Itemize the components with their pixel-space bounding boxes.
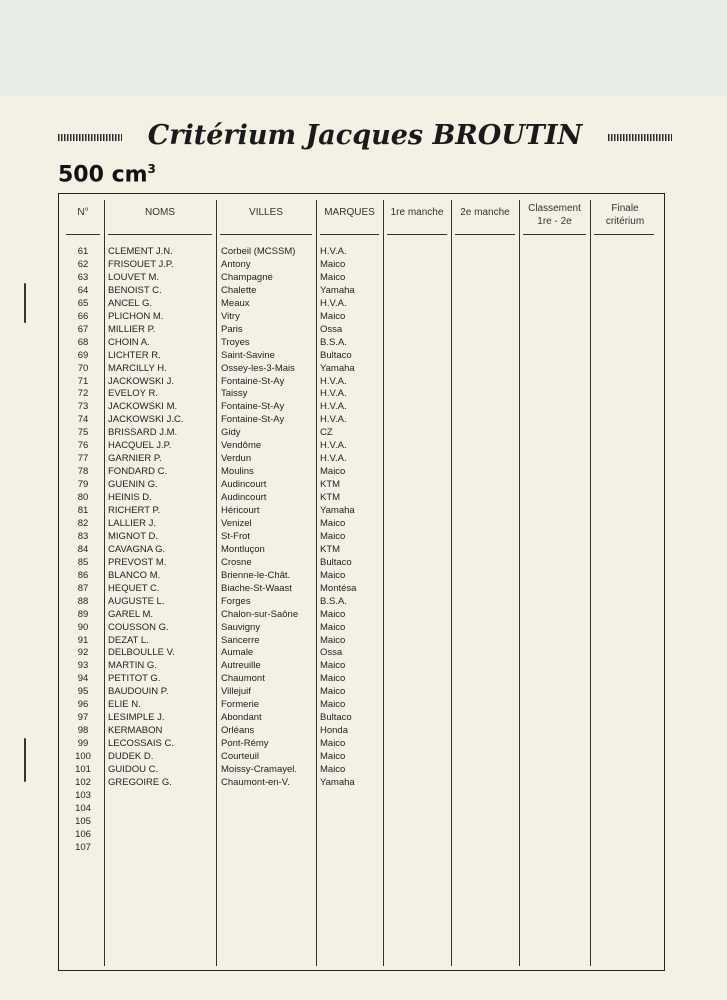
header-finale: [590, 202, 660, 228]
header-villes: VILLES: [249, 207, 283, 218]
row-make: Maico: [320, 621, 346, 633]
row-city: Venizel: [221, 517, 252, 529]
table-row: [0, 829, 727, 842]
row-name: GAREL M.: [108, 608, 154, 620]
row-make: KTM: [320, 492, 341, 504]
row-number: 62: [77, 258, 89, 270]
row-make: Maico: [320, 466, 346, 478]
row-name: FONDARD C.: [108, 466, 168, 478]
header-finale-line1: Finale: [611, 203, 639, 214]
row-make: Maico: [320, 751, 346, 763]
row-make: CZ: [320, 427, 333, 439]
table-row: [0, 725, 727, 738]
row-number: 72: [77, 388, 89, 400]
table-row: [0, 272, 727, 285]
header-classement: [519, 202, 590, 228]
table-row: [0, 363, 727, 376]
row-city: Biache-St-Waast: [221, 582, 292, 594]
row-number: 65: [77, 297, 89, 309]
table-row: [0, 246, 727, 259]
row-number: 86: [77, 569, 89, 581]
row-number: 71: [77, 375, 89, 387]
table-row: [0, 738, 727, 751]
row-make: H.V.A.: [320, 246, 347, 257]
row-make: Maico: [320, 517, 346, 529]
row-make: H.V.A.: [320, 453, 347, 465]
row-city: Abondant: [221, 712, 262, 724]
row-number: 99: [77, 738, 89, 750]
row-number: 104: [75, 802, 91, 814]
table-row: [0, 699, 727, 712]
row-make: Yamaha: [320, 362, 355, 374]
row-number: 106: [75, 828, 91, 840]
row-number: 67: [77, 323, 89, 335]
row-make: H.V.A.: [320, 414, 347, 426]
table-row: [0, 647, 727, 660]
row-number: 92: [77, 647, 89, 659]
table-row: [0, 285, 727, 298]
row-number: 70: [77, 362, 89, 374]
row-make: Montésa: [320, 582, 357, 594]
row-number: 96: [77, 699, 89, 711]
row-name: BENOIST C.: [108, 284, 162, 296]
row-city: Antony: [221, 258, 251, 270]
row-number: 90: [77, 621, 89, 633]
row-make: KTM: [320, 543, 341, 555]
row-name: AUGUSTE L.: [108, 595, 165, 607]
row-city: Crosne: [221, 556, 252, 568]
row-make: Maico: [320, 258, 346, 270]
row-city: Meaux: [221, 297, 250, 309]
table-row: [0, 518, 727, 531]
row-city: Aumale: [221, 647, 254, 659]
row-name: HEQUET C.: [108, 582, 160, 594]
row-number: 79: [77, 479, 89, 491]
row-number: 75: [77, 427, 89, 439]
row-name: BLANCO M.: [108, 569, 161, 581]
row-number: 82: [77, 517, 89, 529]
row-name: MILLIER P.: [108, 323, 156, 335]
table-row: [0, 816, 727, 829]
row-name: MARTIN G.: [108, 660, 157, 672]
table-row: [0, 298, 727, 311]
row-city: Gidy: [221, 427, 241, 439]
row-number: 91: [77, 634, 89, 646]
row-name: LECOSSAIS C.: [108, 738, 174, 750]
row-name: FRISOUET J.P.: [108, 258, 174, 270]
row-name: DEZAT L.: [108, 634, 149, 646]
row-city: Forges: [221, 595, 251, 607]
row-city: Pont-Rémy: [221, 738, 269, 750]
table-row: [0, 492, 727, 505]
row-number: 102: [75, 776, 91, 788]
row-make: Bultaco: [320, 556, 352, 568]
row-number: 61: [77, 246, 89, 257]
row-number: 76: [77, 440, 89, 452]
page-title: Critérium Jacques BROUTIN: [147, 120, 583, 151]
header-manche-1: 1re manche: [390, 207, 444, 218]
row-number: 93: [77, 660, 89, 672]
row-name: CAVAGNA G.: [108, 543, 166, 555]
table-row: [0, 401, 727, 414]
row-name: GARNIER P.: [108, 453, 162, 465]
row-make: B.S.A.: [320, 336, 347, 348]
header-classement-line2: 1re - 2e: [537, 216, 572, 227]
row-city: Troyes: [221, 336, 250, 348]
row-make: Yamaha: [320, 505, 355, 516]
title-rule-right: [608, 134, 672, 141]
row-city: Héricourt: [221, 505, 260, 516]
table-row: [0, 324, 727, 337]
row-number: 94: [77, 673, 89, 685]
row-name: GREGOIRE G.: [108, 776, 172, 788]
row-name: PREVOST M.: [108, 556, 167, 568]
row-city: Brienne-le-Chât.: [221, 569, 291, 581]
table-row: [0, 764, 727, 777]
row-number: 66: [77, 310, 89, 322]
row-name: LALLIER J.: [108, 517, 157, 529]
row-make: Maico: [320, 569, 346, 581]
row-number: 68: [77, 336, 89, 348]
row-city: Chaumont-en-V.: [221, 776, 290, 788]
row-city: Vendôme: [221, 440, 262, 452]
row-name: BAUDOUIN P.: [108, 686, 169, 698]
category-label: [58, 162, 156, 187]
table-row: [0, 337, 727, 350]
table-row: [0, 790, 727, 803]
row-number: 77: [77, 453, 89, 465]
header-noms: NOMS: [145, 207, 175, 218]
table-row: [0, 479, 727, 492]
row-make: Maico: [320, 660, 346, 672]
header-underline: [66, 234, 100, 235]
row-number: 89: [77, 608, 89, 620]
row-name: MARCILLY H.: [108, 362, 167, 374]
table-row: [0, 453, 727, 466]
row-make: H.V.A.: [320, 440, 347, 452]
row-number: 100: [75, 751, 91, 763]
row-make: Maico: [320, 310, 346, 322]
row-name: GUENIN G.: [108, 479, 158, 491]
row-number: 74: [77, 414, 89, 426]
table-row: [0, 673, 727, 686]
row-city: Courteuil: [221, 751, 260, 763]
header-manche-2: 2e manche: [460, 207, 510, 218]
row-number: 105: [75, 815, 91, 827]
table-row: [0, 505, 727, 518]
table-row: [0, 427, 727, 440]
row-name: EVELOY R.: [108, 388, 158, 400]
header-underline: [594, 234, 654, 235]
row-city: Chalette: [221, 284, 257, 296]
table-row: [0, 583, 727, 596]
row-make: Maico: [320, 634, 346, 646]
row-name: COUSSON G.: [108, 621, 169, 633]
table-row: [0, 414, 727, 427]
row-make: Maico: [320, 764, 346, 775]
row-city: Paris: [221, 323, 243, 335]
row-number: 97: [77, 712, 89, 724]
row-name: CLEMENT J.N.: [108, 246, 173, 257]
row-name: JACKOWSKI J.C.: [108, 414, 184, 426]
row-number: 85: [77, 556, 89, 568]
row-name: HEINIS D.: [108, 492, 152, 504]
table-row: [0, 622, 727, 635]
row-city: Moissy-Cramayel.: [221, 764, 298, 775]
row-number: 98: [77, 725, 89, 737]
row-number: 88: [77, 595, 89, 607]
row-number: 63: [77, 271, 89, 283]
header-underline: [320, 234, 379, 235]
row-make: Maico: [320, 738, 346, 750]
table-row: [0, 570, 727, 583]
row-make: Maico: [320, 530, 346, 542]
row-city: Audincourt: [221, 479, 267, 491]
row-name: PETITOT G.: [108, 673, 161, 685]
table-row: [0, 557, 727, 570]
row-name: BRISSARD J.M.: [108, 427, 178, 439]
row-make: Maico: [320, 271, 346, 283]
row-name: LOUVET M.: [108, 271, 160, 283]
row-make: Honda: [320, 725, 348, 737]
row-number: 78: [77, 466, 89, 478]
category-superscript: 3: [147, 162, 156, 176]
table-row: [0, 609, 727, 622]
row-name: GUIDOU C.: [108, 764, 159, 775]
row-city: Taissy: [221, 388, 248, 400]
header-num: N°: [77, 207, 89, 218]
table-row: [0, 777, 727, 790]
table-row: [0, 635, 727, 648]
table-row: [0, 466, 727, 479]
header-underline: [523, 234, 586, 235]
row-city: St-Frot: [221, 530, 251, 542]
header-marques: MARQUES: [324, 207, 375, 218]
row-make: Yamaha: [320, 284, 355, 296]
row-number: 80: [77, 492, 89, 504]
category-text: 500 cm: [58, 162, 148, 188]
row-name: HACQUEL J.P.: [108, 440, 172, 452]
row-city: Verdun: [221, 453, 252, 465]
table-row: [0, 596, 727, 609]
row-city: Montluçon: [221, 543, 265, 555]
table-row: [0, 842, 727, 855]
row-number: 107: [75, 841, 91, 853]
row-make: KTM: [320, 479, 341, 491]
row-city: Fontaine-St-Ay: [221, 401, 285, 413]
table-row: [0, 544, 727, 557]
table-row: [0, 686, 727, 699]
table-row: [0, 259, 727, 272]
header-finale-line2: critérium: [605, 216, 645, 227]
row-make: Maico: [320, 673, 346, 685]
row-name: JACKOWSKI J.: [108, 375, 174, 387]
row-city: Sauvigny: [221, 621, 261, 633]
title-row: [58, 120, 672, 154]
row-name: LESIMPLE J.: [108, 712, 165, 724]
row-city: Villejuif: [221, 686, 251, 698]
row-city: Fontaine-St-Ay: [221, 414, 285, 426]
header-classement-line1: Classement: [528, 203, 581, 214]
row-make: Bultaco: [320, 712, 352, 724]
row-city: Fontaine-St-Ay: [221, 375, 285, 387]
row-number: 69: [77, 349, 89, 361]
row-city: Autreuille: [221, 660, 261, 672]
row-city: Chalon-sur-Saône: [221, 608, 299, 620]
row-make: Maico: [320, 686, 346, 698]
table-row: [0, 350, 727, 363]
row-make: Yamaha: [320, 776, 355, 788]
table-row: [0, 712, 727, 725]
table-row: [0, 803, 727, 816]
row-make: H.V.A.: [320, 297, 347, 309]
row-city: Vitry: [221, 310, 240, 322]
table-row: [0, 388, 727, 401]
row-city: Chaumont: [221, 673, 265, 685]
row-number: 87: [77, 582, 89, 594]
row-name: ANCEL G.: [108, 297, 152, 309]
row-name: PLICHON M.: [108, 310, 164, 322]
row-name: LICHTER R.: [108, 349, 161, 361]
title-rule-left: [58, 134, 122, 141]
row-make: H.V.A.: [320, 388, 347, 400]
row-name: CHOIN A.: [108, 336, 150, 348]
header-underline: [108, 234, 212, 235]
row-make: B.S.A.: [320, 595, 347, 607]
header-underline: [220, 234, 312, 235]
row-city: Saint-Savine: [221, 349, 275, 361]
row-city: Champagne: [221, 271, 273, 283]
row-name: RICHERT P.: [108, 505, 161, 516]
row-make: Ossa: [320, 323, 343, 335]
header-underline: [387, 234, 447, 235]
row-city: Orléans: [221, 725, 255, 737]
row-make: H.V.A.: [320, 401, 347, 413]
table-row: [0, 311, 727, 324]
row-make: Maico: [320, 608, 346, 620]
row-number: 81: [77, 505, 89, 516]
row-name: MIGNOT D.: [108, 530, 158, 542]
row-name: ELIE N.: [108, 699, 141, 711]
row-make: Ossa: [320, 647, 343, 659]
row-make: H.V.A.: [320, 375, 347, 387]
header-underline: [455, 234, 515, 235]
row-number: 84: [77, 543, 89, 555]
table-row: [0, 660, 727, 673]
row-city: Moulins: [221, 466, 254, 478]
row-city: Sancerre: [221, 634, 260, 646]
table-row: [0, 376, 727, 389]
row-city: Audincourt: [221, 492, 267, 504]
row-city: Formerie: [221, 699, 260, 711]
row-name: DELBOULLE V.: [108, 647, 175, 659]
row-name: JACKOWSKI M.: [108, 401, 178, 413]
row-number: 103: [75, 789, 91, 801]
row-number: 101: [75, 764, 91, 775]
table-row: [0, 440, 727, 453]
row-number: 83: [77, 530, 89, 542]
row-make: Bultaco: [320, 349, 352, 361]
row-number: 64: [77, 284, 89, 296]
row-name: DUDEK D.: [108, 751, 154, 763]
row-number: 95: [77, 686, 89, 698]
row-city: Corbeil (MCSSM): [221, 246, 296, 257]
row-name: KERMABON: [108, 725, 163, 737]
row-city: Ossey-les-3-Mais: [221, 362, 295, 374]
row-make: Maico: [320, 699, 346, 711]
table-row: [0, 531, 727, 544]
row-number: 73: [77, 401, 89, 413]
table-row: [0, 751, 727, 764]
